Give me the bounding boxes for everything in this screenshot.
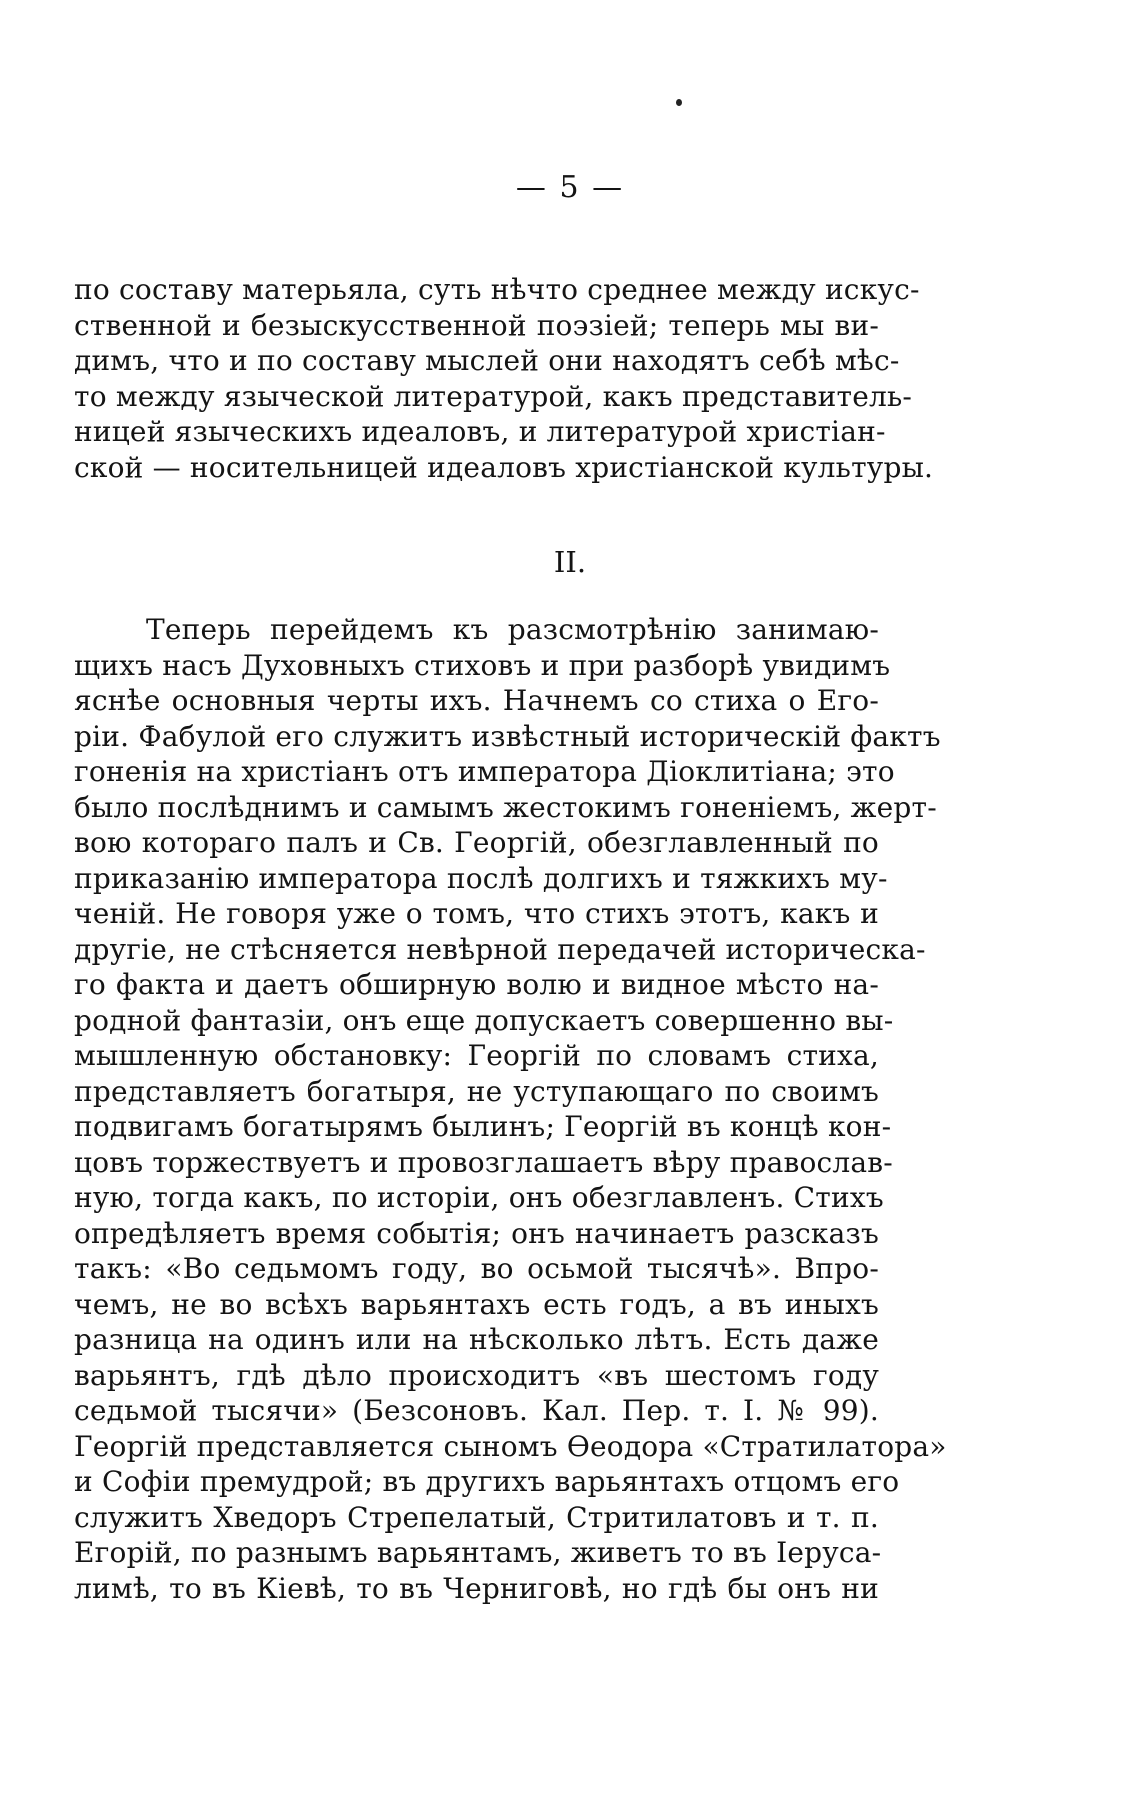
text-line: вою котораго палъ и Св. Георгій, обезглавленный по xyxy=(74,826,879,859)
page-number: — 5 — xyxy=(515,170,625,205)
text-line: Теперь перейдемъ къ разсмотрѣнію занимаю- xyxy=(146,613,879,646)
text-line: разница на одинъ или на нѣсколько лѣтъ. Есть даже xyxy=(74,1323,879,1356)
text-line: по составу матерьяла, суть нѣчто среднее между искус- xyxy=(74,273,920,306)
text-line: представляетъ богатыря, не уступающаго по своимъ xyxy=(74,1074,879,1108)
text-line: ріи. Фабулой его служитъ извѣстный историческій фактъ xyxy=(74,719,941,753)
text-line: лимѣ, то въ Кіевѣ, то въ Черниговѣ, но гдѣ бы онъ ни xyxy=(74,1571,879,1605)
text-line: было послѣднимъ и самымъ жестокимъ гоненіемъ, жерт- xyxy=(74,790,937,824)
section-heading: II. xyxy=(553,545,587,579)
text-line: служитъ Хведоръ Стрепелатый, Стритилатовъ и т. п. xyxy=(74,1500,879,1534)
text-line: подвигамъ богатырямъ былинъ; Георгій въ концѣ кон- xyxy=(74,1110,892,1143)
ink-speck xyxy=(676,99,682,106)
text-line: щихъ насъ Духовныхъ стиховъ и при разборѣ увидимъ xyxy=(74,648,891,682)
paragraph-continuation xyxy=(74,272,934,485)
text-line: ской — носительницей идеаловъ христіанской культуры. xyxy=(74,450,934,484)
text-line: седьмой тысячи» (Безсоновъ. Кал. Пер. т. I. № 99). xyxy=(74,1394,879,1427)
text-line: и Софіи премудрой; въ другихъ варьянтахъ отцомъ его xyxy=(74,1465,900,1498)
text-line: димъ, что и по составу мыслей они находятъ себѣ мѣс- xyxy=(74,344,900,377)
text-line: родной фантазіи, онъ еще допускаетъ совершенно вы- xyxy=(74,1003,894,1037)
text-line: Георгій представляется сыномъ Ѳеодора «Стратилатора» xyxy=(74,1429,947,1463)
text-line: такъ: «Во седьмомъ году, во осьмой тысячѣ». Впро- xyxy=(74,1252,879,1285)
paragraph-main xyxy=(74,612,947,1606)
text-line: ченій. Не говоря уже о томъ, что стихъ этотъ, какъ и xyxy=(74,897,879,930)
text-line: го факта и даетъ обширную волю и видное мѣсто на- xyxy=(74,968,879,1001)
text-line: ную, тогда какъ, по исторіи, онъ обезглавленъ. Стихъ xyxy=(74,1181,884,1214)
text-line: цовъ торжествуетъ и провозглашаетъ вѣру православ- xyxy=(74,1145,893,1179)
text-line: Егорій, по разнымъ варьянтамъ, живетъ то въ Іеруса- xyxy=(74,1536,882,1569)
text-line: гоненія на христіанъ отъ императора Діоклитіана; это xyxy=(74,755,895,788)
text-line: то между языческой литературой, какъ представитель- xyxy=(74,379,913,413)
text-line: другіе, не стѣсняется невѣрной передачей историческа- xyxy=(74,932,926,966)
text-line: ственной и безыскусственной поэзіей; теперь мы ви- xyxy=(74,308,879,342)
text-line: яснѣе основныя черты ихъ. Начнемъ со стиха о Его- xyxy=(74,684,879,717)
text-line: приказанію императора послѣ долгихъ и тяжкихъ му- xyxy=(74,861,888,895)
text-line: варьянтъ, гдѣ дѣло происходитъ «въ шестомъ году xyxy=(74,1358,879,1392)
text-line: опредѣляетъ время событія; онъ начинаетъ разсказъ xyxy=(74,1216,879,1250)
text-line: мышленную обстановку: Георгій по словамъ стиха, xyxy=(74,1039,879,1072)
text-line: ницей языческихъ идеаловъ, и литературой христіан- xyxy=(74,415,886,448)
text-line: чемъ, не во всѣхъ варьянтахъ есть годъ, а въ иныхъ xyxy=(74,1287,879,1321)
